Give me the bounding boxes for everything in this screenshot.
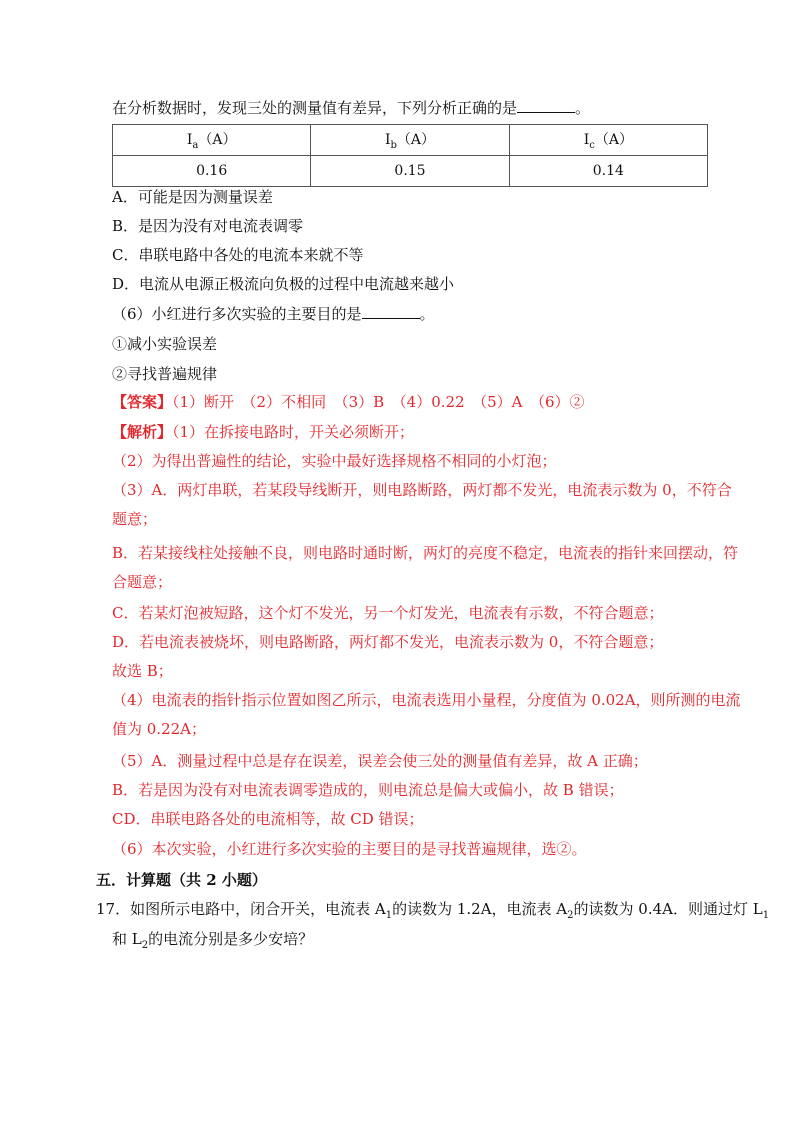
cell-ic: 0.14 (509, 156, 707, 187)
analysis-line: D．若电流表被烧坏，则电路断路，两灯都不发光，电流表示数为 0，不符合题意； (112, 633, 664, 651)
question-6: （6）小红进行多次实验的主要目的是 。 (112, 305, 435, 323)
table-row (113, 156, 708, 187)
header-ic: $I_c(A)$ (509, 125, 707, 156)
analysis-line: B．若是因为没有对电流表调零造成的，则电流总是偏大或偏小，故 B 错误； (112, 781, 624, 799)
analysis-line: CD．串联电路各处的电流相等，故 CD 错误； (112, 810, 424, 828)
cell-ia: 0.16 (113, 156, 311, 187)
q6-option-1: ①减小实验误差 (112, 335, 218, 353)
analysis-line: 值为 0.22A； (112, 720, 206, 738)
analysis-line: 故选 B； (112, 662, 173, 680)
question-intro: 在分析数据时，发现三处的测量值有差异，下列分析正确的是 。 (112, 99, 591, 117)
question-17-cont: 和 $L_2$的电流分别是多少安培？ (112, 930, 314, 951)
analysis-line: C．若某灯泡被短路，这个灯不发光，另一个灯发光，电流表有示数，不符合题意； (112, 604, 664, 622)
analysis-line: B．若某接线柱处接触不良，则电路时通时断，两灯的亮度不稳定，电流表的指针来回摆动，符 (112, 544, 739, 562)
analysis-line: （4）电流表的指针指示位置如图乙所示，电流表选用小量程，分度值为 0.02A，则所测的电流 (112, 691, 741, 709)
answer-text: （1）断开 （2）不相同 （3）B （4）0.22 （5）A （6）② (172, 393, 585, 411)
answer-tag: 【答案】 (112, 393, 173, 411)
answer-blank (362, 304, 420, 319)
option-b: B．是因为没有对电流表调零 (112, 217, 304, 235)
analysis-first-line: 【解析】（1）在拆接电路时，开关必须断开； (112, 423, 415, 441)
question-17: 17．如图所示电路中，闭合开关，电流表 $A_1$的读数为 1.2A，电流表 $A_2$的读数为 0.4A．则通过灯 $L_1$ (96, 900, 770, 921)
analysis-line: （2）为得出普遍性的结论，实验中最好选择规格不相同的小灯泡； (112, 452, 557, 470)
option-c: C．串联电路中各处的电流本来就不等 (112, 246, 364, 264)
answer-line (112, 392, 585, 412)
answer-blank (517, 98, 575, 113)
analysis-line: 合题意； (112, 573, 173, 591)
header-ib: $I_b(A)$ (311, 125, 509, 156)
analysis-line: 题意； (112, 510, 158, 528)
section-title: 五．计算题（共 2 小题） (96, 871, 267, 889)
analysis-tag: 【解析】 (112, 423, 173, 441)
analysis-line: （3）A．两灯串联，若某段导线断开，则电路断路，两灯都不发光，电流表示数为 0，不符合 (112, 481, 732, 499)
analysis-line: （5）A．测量过程中总是存在误差，误差会使三处的测量值有差异，故 A 正确； (112, 752, 648, 770)
option-a: A．可能是因为测量误差 (112, 188, 273, 206)
analysis-line: （6）本次实验，小红进行多次实验的主要目的是寻找普遍规律，选②。 (112, 840, 587, 858)
header-ia: $I_a(A)$ (113, 125, 311, 156)
table-header-row (113, 125, 708, 156)
q6-option-2: ②寻找普遍规律 (112, 365, 218, 383)
option-d: D．电流从电源正极流向负极的过程中电流越来越小 (112, 275, 455, 293)
measurement-table (112, 124, 708, 187)
cell-ib: 0.15 (311, 156, 509, 187)
